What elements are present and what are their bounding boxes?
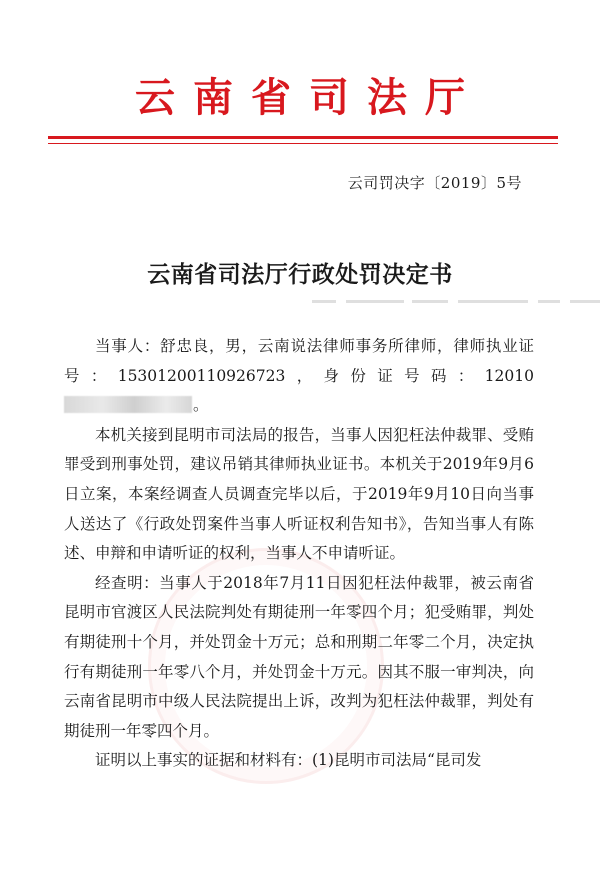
party-paragraph: [64, 332, 534, 421]
party-details: 舒忠良，男，云南说法律师事务所律师，律师执业证号：15301200110926723，身份证号码：12010: [64, 337, 534, 385]
document-number: 云司罚决字〔2019〕5号: [347, 174, 522, 192]
document-body: [64, 332, 534, 776]
party-label: 当事人：: [95, 337, 161, 355]
document-title: 云南省司法厅行政处罚决定书: [147, 261, 453, 288]
redacted-id-number: [64, 396, 192, 413]
masthead-rule-thick: [48, 136, 558, 139]
masthead-rule-thin: [48, 143, 558, 144]
party-end: 。: [193, 396, 209, 415]
body-paragraph-findings: 经查明：当事人于2018年7月11日因犯枉法仲裁罪，被云南省昆明市官渡区人民法院判处有期徒刑一年零四个月；犯受贿罪，判处有期徒刑十个月，并处罚金十万元；总和刑期二年零二个月，决定执行有期徒刑一年零八个月，并处罚金十万元。因其不服一审判决，向云南省昆明市中级人民法院提出上诉，改判为犯枉法仲裁罪，判处有期徒刑一年零四个月。: [64, 573, 534, 740]
scan-bleed-through: [312, 296, 600, 308]
body-paragraph-report: 本机关接到昆明市司法局的报告，当事人因犯枉法仲裁罪、受贿罪受到刑事处罚，建议吊销其律师执业证书。本机关于2019年9月6日立案，本案经调查人员调查完毕以后，于2019年9月10日向当事人送达了《行政处罚案件当事人听证权利告知书》，告知当事人有陈述、申辩和申请听证的权利，当事人不申请听证。: [64, 425, 534, 563]
masthead-org-name: 云南省司法厅: [135, 74, 483, 121]
body-paragraph-evidence: 证明以上事实的证据和材料有：(1)昆明市司法局“昆司发: [95, 751, 482, 770]
